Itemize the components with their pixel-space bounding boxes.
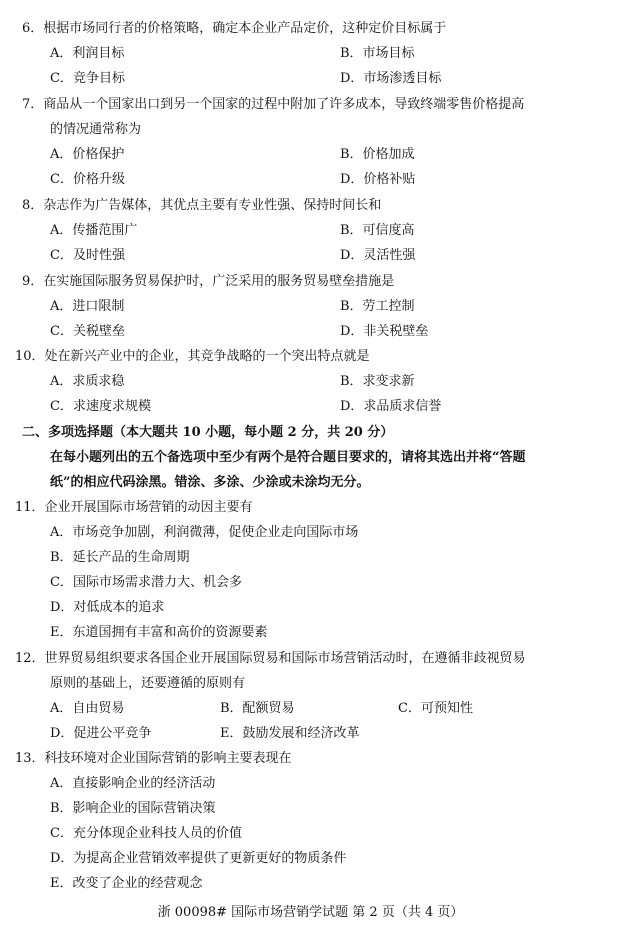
- q7-stem-line2: 的情况通常称为: [50, 122, 142, 137]
- q11-option-d: D．对低成本的追求: [50, 600, 165, 615]
- q9-option-a: A．进口限制: [50, 299, 125, 314]
- q9-stem: 9．在实施国际服务贸易保护时，广泛采用的服务贸易壁垒措施是: [22, 274, 395, 289]
- q11-stem: 11．企业开展国际市场营销的动因主要有: [15, 500, 253, 515]
- q13-option-e: E．改变了企业的经营观念: [50, 876, 203, 891]
- q10-option-c: C．求速度求规模: [50, 399, 151, 414]
- q13-stem: 13．科技环境对企业国际营销的影响主要表现在: [15, 751, 292, 766]
- q7-stem-line1: 7．商品从一个国家出口到另一个国家的过程中附加了许多成本，导致终端零售价格提高: [22, 97, 525, 112]
- q7-option-d: D．价格补贴: [340, 172, 416, 187]
- q12-stem-line1: 12．世界贸易组织要求各国企业开展国际贸易和国际市场营销活动时，在遵循非歧视贸易: [15, 651, 526, 666]
- q12-option-b: B．配额贸易: [220, 701, 295, 716]
- q12-option-a: A．自由贸易: [50, 701, 125, 716]
- q8-stem: 8．杂志作为广告媒体，其优点主要有专业性强、保持时间长和: [22, 198, 382, 213]
- q7-option-b: B．价格加成: [340, 147, 415, 162]
- q8-option-a: A．传播范围广: [50, 223, 138, 238]
- page-footer: 浙 00098# 国际市场营销学试题 第 2 页（共 4 页）: [157, 905, 464, 920]
- q11-option-c: C．国际市场需求潜力大、机会多: [50, 575, 242, 590]
- q6-option-a: A．利润目标: [50, 46, 125, 61]
- section2-instruction-line1: 在每小题列出的五个备选项中至少有两个是符合题目要求的，请将其选出并将“答题: [50, 450, 526, 465]
- q12-option-d: D．促进公平竞争: [50, 726, 152, 741]
- q9-option-b: B．劳工控制: [340, 299, 415, 314]
- q6-option-b: B．市场目标: [340, 46, 415, 61]
- q11-option-e: E．东道国拥有丰富和高价的资源要素: [50, 625, 268, 640]
- q11-option-b: B．延长产品的生命周期: [50, 550, 190, 565]
- section2-instruction-line2: 纸”的相应代码涂黑。错涂、多涂、少涂或未涂均无分。: [50, 475, 370, 490]
- q7-option-c: C．价格升级: [50, 172, 125, 187]
- q13-option-d: D．为提高企业营销效率提供了更新更好的物质条件: [50, 851, 347, 866]
- q12-stem-line2: 原则的基础上，还要遵循的原则有: [50, 676, 246, 691]
- q7-option-a: A．价格保护: [50, 147, 125, 162]
- q6-option-c: C．竞争目标: [50, 71, 125, 86]
- q8-option-c: C．及时性强: [50, 248, 125, 263]
- q9-option-d: D．非关税壁垒: [340, 324, 429, 339]
- q9-option-c: C．关税壁垒: [50, 324, 125, 339]
- q8-option-b: B．可信度高: [340, 223, 415, 238]
- q12-option-c: C．可预知性: [398, 701, 473, 716]
- q10-option-b: B．求变求新: [340, 374, 415, 389]
- q13-option-b: B．影响企业的国际营销决策: [50, 801, 216, 816]
- q10-stem: 10．处在新兴产业中的企业，其竞争战略的一个突出特点就是: [15, 349, 370, 364]
- q10-option-a: A．求质求稳: [50, 374, 125, 389]
- q10-option-d: D．求品质求信誉: [340, 399, 442, 414]
- q6-stem: 6．根据市场同行者的价格策略，确定本企业产品定价，这种定价目标属于: [22, 21, 447, 36]
- q13-option-c: C．充分体现企业科技人员的价值: [50, 826, 242, 841]
- section2-heading: 二、多项选择题（本大题共 10 小题，每小题 2 分，共 20 分）: [22, 425, 394, 440]
- q6-option-d: D．市场渗透目标: [340, 71, 442, 86]
- q11-option-a: A．市场竞争加剧，利润微薄，促使企业走向国际市场: [50, 525, 359, 540]
- q8-option-d: D．灵活性强: [340, 248, 416, 263]
- q12-option-e: E．鼓励发展和经济改革: [220, 726, 360, 741]
- q13-option-a: A．直接影响企业的经济活动: [50, 776, 216, 791]
